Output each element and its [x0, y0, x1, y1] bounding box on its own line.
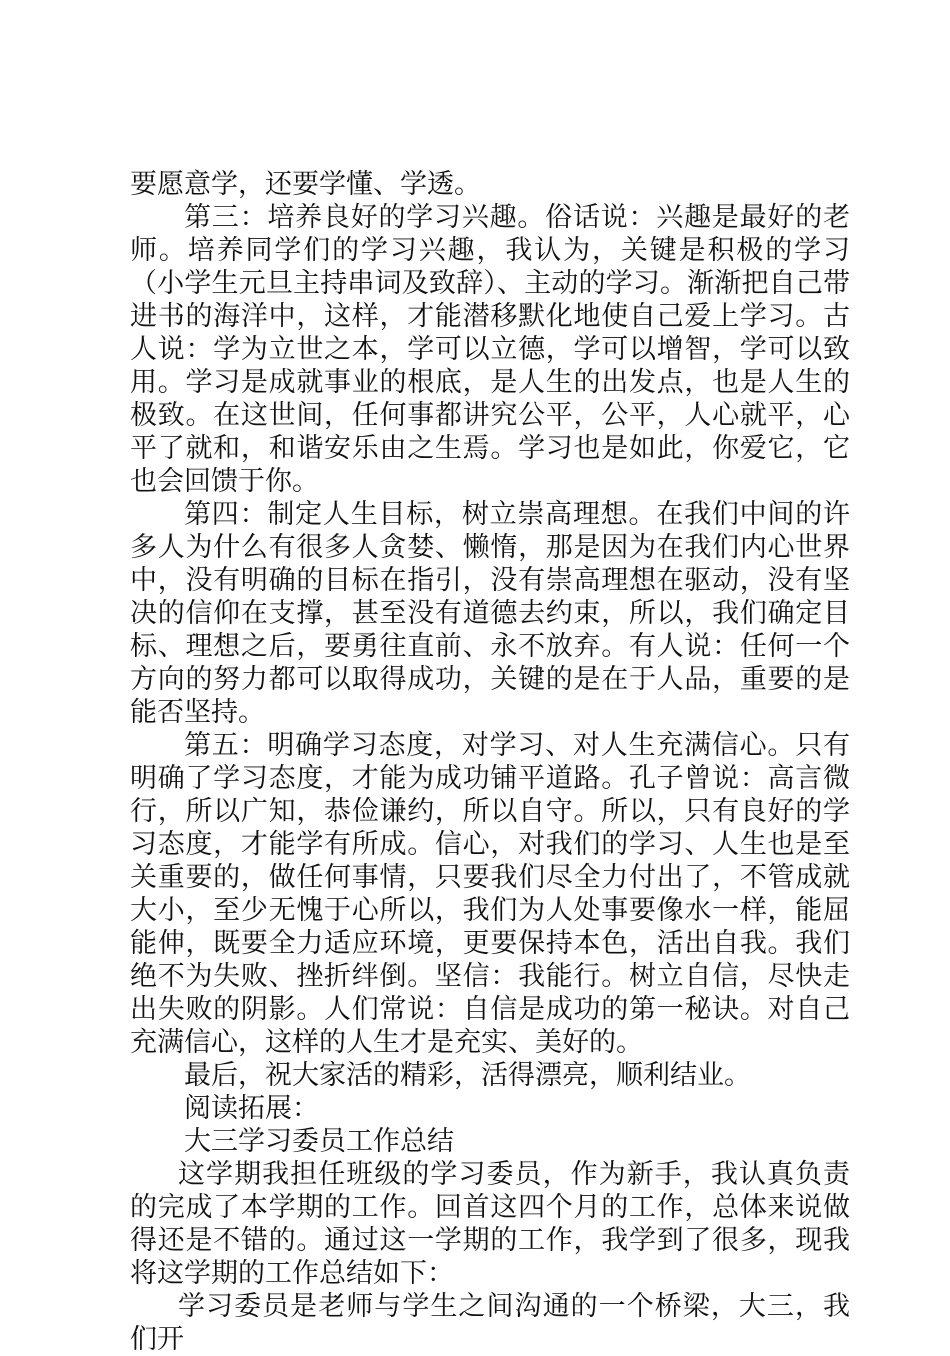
section-label-reading-extension: 阅读拓展： — [184, 1093, 319, 1124]
paragraph-continuation: 要愿意学，还要学懂、学透。 — [130, 169, 481, 200]
paragraph-summary-intro: 这学期我担任班级的学习委员，作为新手，我认真负责的完成了本学期的工作。回首这四个月的工作，总体来说做得还是不错的。通过这一学期的工作，我学到了很多，现我将这学期的工作总结如下： — [130, 1159, 850, 1289]
paragraph-fifth-point: 第五：明确学习态度，对学习、对人生充满信心。只有明确了学习态度，才能为成功铺平道路。孔子曾说：高言微行，所以广知，恭俭谦约，所以自守。所以，只有良好的学习态度，才能学有所成。信心，对我们的学习、人生也是至关重要的，做任何事情，只要我们尽全力付出了，不管成就大小，至少无愧于心所以，我们为人处事要像水一样，能屈能伸，既要全力适应环境，更要保持本色，活出自我。我们绝不为失败、挫折绊倒。坚信：我能行。树立自信，尽快走出失败的阴影。人们常说：自信是成功的第一秘诀。对自己充满信心，这样的人生才是充实、美好的。 — [130, 730, 850, 1058]
document-body — [130, 168, 850, 1356]
paragraph-third-point: 第三：培养良好的学习兴趣。俗话说：兴趣是最好的老师。培养同学们的学习兴趣，我认为，关键是积极的学习（小学生元旦主持串词及致辞）、主动的学习。渐渐把自己带进书的海洋中，这样，才能潜移默化地使自己爱上学习。古人说：学为立世之本，学可以立德，学可以增智，学可以致用。学习是成就事业的根底，是人生的出发点，也是人生的极致。在这世间，任何事都讲究公平，公平，人心就平，心平了就和，和谐安乐由之生焉。学习也是如此，你爱它，它也会回馈于你。 — [130, 202, 850, 497]
paragraph-summary-start: 学习委员是老师与学生之间沟通的一个桥梁，大三，我们开 — [130, 1291, 850, 1355]
paragraph-closing: 最后，祝大家活的精彩，活得漂亮，顺利结业。 — [184, 1060, 751, 1091]
section-title-summary: 大三学习委员工作总结 — [184, 1126, 454, 1157]
paragraph-fourth-point: 第四：制定人生目标，树立崇高理想。在我们中间的许多人为什么有很多人贪婪、懒惰，那是因为在我们内心世界中，没有明确的目标在指引，没有崇高理想在驱动，没有坚决的信仰在支撑，甚至没有道德去约束，所以，我们确定目标、理想之后，要勇往直前、永不放弃。有人说：任何一个方向的努力都可以取得成功，关键的是在于人品，重要的是能否坚持。 — [130, 499, 850, 728]
